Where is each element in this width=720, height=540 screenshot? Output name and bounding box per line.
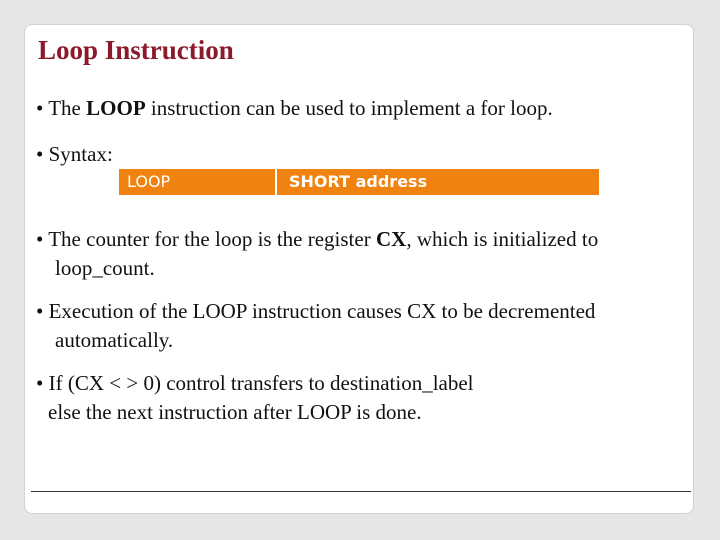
bullet-counter: • The counter for the loop is the register CX, which is initialized to: [36, 227, 599, 251]
footer-divider: [31, 491, 691, 492]
bullet-symbol: •: [36, 371, 44, 395]
bullet-execution-continuation: automatically.: [55, 328, 174, 352]
bullet-execution: • Execution of the LOOP instruction causes CX to be decremented: [36, 299, 596, 323]
bullet-symbol: •: [36, 96, 44, 120]
bullet-counter-continuation: loop_count.: [55, 256, 155, 280]
bullet-condition-continuation: else the next instruction after LOOP is done.: [48, 400, 422, 424]
syntax-cell-instruction: LOOP: [119, 169, 275, 195]
bullet-syntax: • Syntax:: [36, 142, 113, 166]
bullet-symbol: •: [36, 227, 44, 251]
slide-title: Loop Instruction: [38, 35, 234, 65]
syntax-cell-operand: SHORT address: [277, 169, 599, 195]
bullet-loop-usage: • The LOOP instruction can be used to implement a for loop.: [36, 96, 553, 120]
bullet-symbol: •: [36, 299, 44, 323]
bullet-symbol: •: [36, 142, 44, 166]
syntax-table: [119, 169, 599, 195]
bullet-condition: • If (CX < > 0) control transfers to destination_label: [36, 371, 474, 395]
